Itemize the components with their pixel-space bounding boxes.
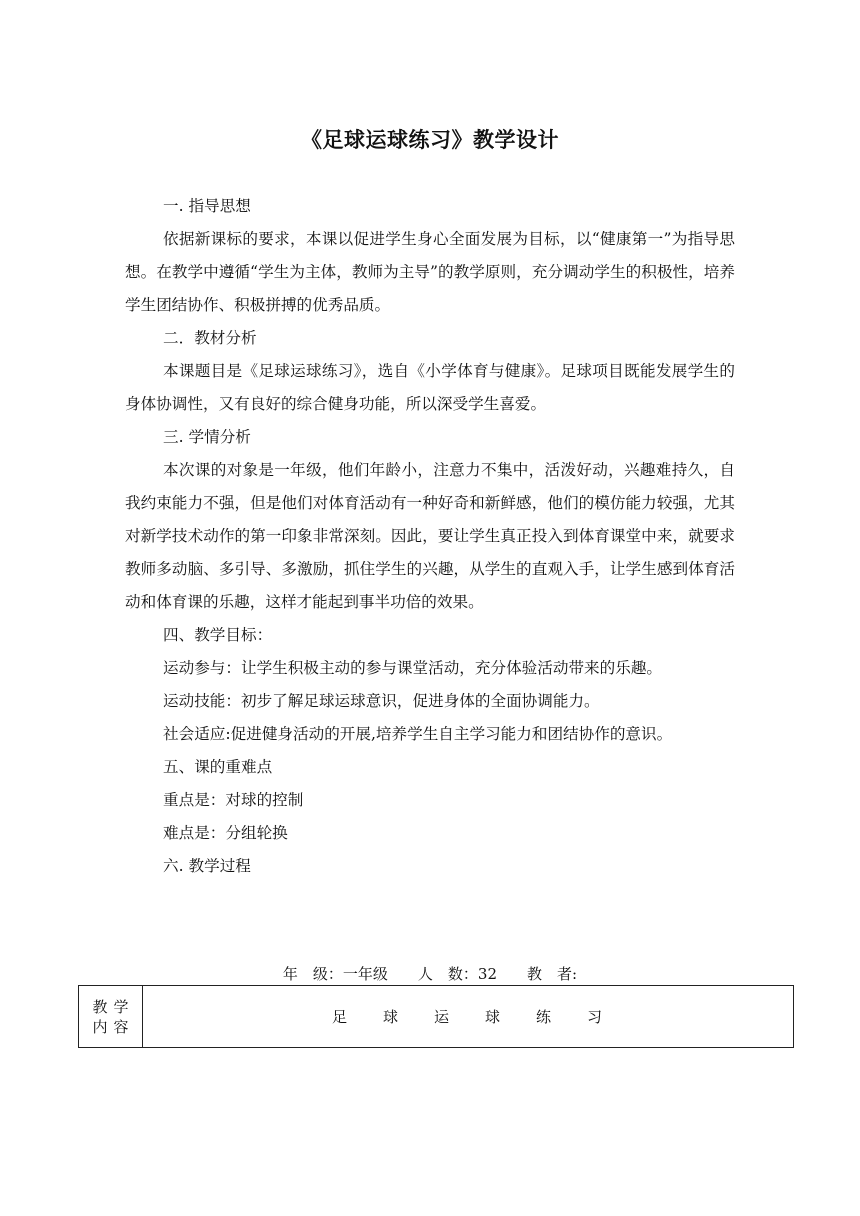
section-heading-student-analysis: 三. 学情分析 — [163, 428, 251, 446]
section-heading-teaching-goals: 四、教学目标： — [163, 626, 273, 644]
label-line-2: 内容 — [92, 1017, 135, 1036]
section-heading-material-analysis: 二．教材分析 — [163, 329, 257, 347]
section-heading-guiding-ideology: 一. 指导思想 — [163, 197, 251, 215]
label-line-1: 教学 — [92, 997, 135, 1016]
section-heading-key-points: 五、课的重难点 — [163, 758, 273, 776]
guiding-ideology-paragraph: 依据新课标的要求，本课以促进学生身心全面发展为目标，以“健康第一”为指导思想。在教学中遵循“学生为主体，教师为主导”的教学原则，充分调动学生的积极性，培养学生团结协作、积极拼搏的优秀品质。 — [125, 230, 735, 314]
goal-skill: 运动技能：初步了解足球运球意识，促进身体的全面协调能力。 — [163, 692, 600, 710]
lesson-table-header: 年 级：一年级 人 数：32 教 者: — [282, 965, 578, 983]
document-body — [125, 190, 735, 883]
document-title: 《足球运球练习》教学设计 — [301, 128, 559, 152]
key-point: 重点是：对球的控制 — [163, 791, 304, 809]
lesson-table — [78, 985, 794, 1048]
goal-social: 社会适应:促进健身活动的开展,培养学生自主学习能力和团结协作的意识。 — [163, 725, 673, 743]
material-analysis-paragraph: 本课题目是《足球运球练习》，选自《小学体育与健康》。足球项目既能发展学生的身体协调性，又有良好的综合健身功能，所以深受学生喜爱。 — [125, 362, 735, 413]
difficult-point: 难点是：分组轮换 — [163, 824, 288, 842]
teaching-content-value: 足 球 运 球 练 习 — [143, 986, 794, 1048]
table-row — [79, 986, 794, 1048]
section-heading-teaching-process: 六. 教学过程 — [163, 857, 251, 875]
student-analysis-paragraph: 本次课的对象是一年级，他们年龄小，注意力不集中，活泼好动，兴趣难持久，自我约束能力不强，但是他们对体育活动有一种好奇和新鲜感，他们的模仿能力较强，尤其对新学技术动作的第一印象非常深刻。因此，要让学生真正投入到体育课堂中来，就要求教师多动脑、多引导、多激励，抓住学生的兴趣，从学生的直观入手，让学生感到体育活动和体育课的乐趣，这样才能起到事半功倍的效果。 — [125, 461, 735, 611]
teaching-content-label — [79, 986, 143, 1048]
goal-participation: 运动参与：让学生积极主动的参与课堂活动，充分体验活动带来的乐趣。 — [163, 659, 663, 677]
